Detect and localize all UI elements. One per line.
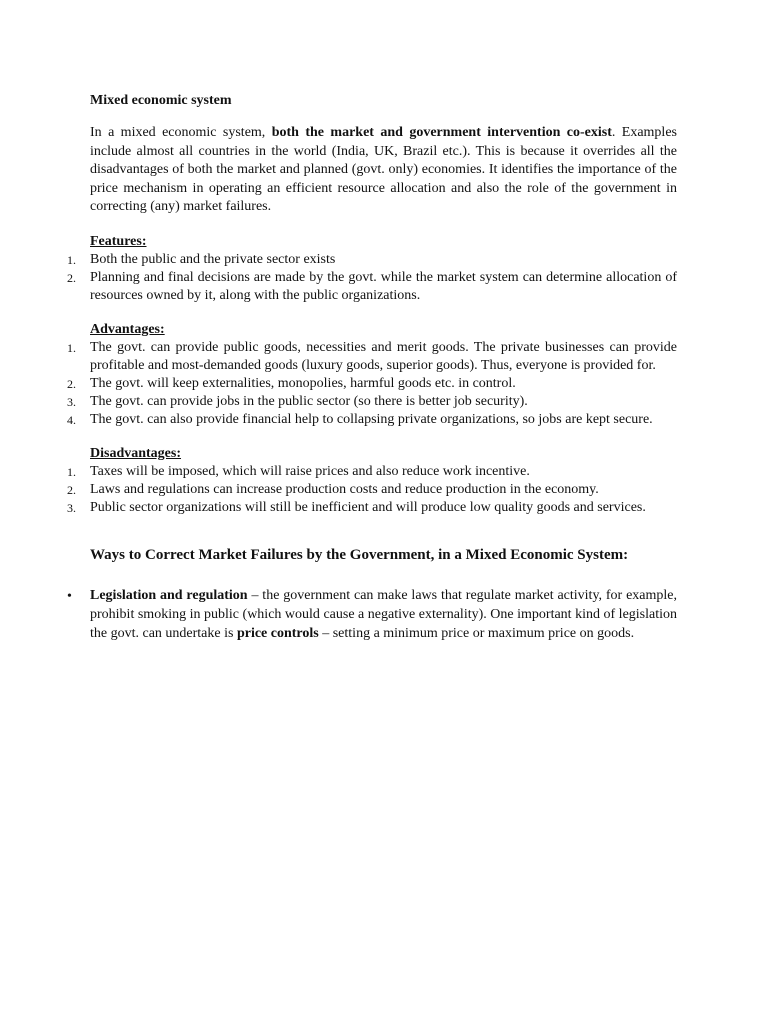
disadvantages-item [67,481,677,499]
disadvantages-item-number: 3. [67,500,76,515]
advantages-heading: Advantages: [90,321,165,337]
advantages-item-text: The govt. can also provide financial help to collapsing private organizations, so jobs are kept secure. [90,411,653,427]
bullet-icon: • [67,588,72,604]
ways-list [67,586,677,643]
advantages-item [67,339,677,375]
advantages-item [67,393,677,411]
advantages-item-number: 3. [67,394,76,409]
intro-bold-text: both the market and government intervention co-exist [271,125,612,140]
disadvantages-item-text: Laws and regulations can increase production costs and reduce production in the economy. [90,481,599,497]
advantages-item-number: 2. [67,376,76,391]
intro-text-end: . Examples include almost all countries in the world (India, UK, Brazil etc.). This is because it overrides all the disadvantages of both the market and planned (govt. only) economies. It identifies the importance of the price mechanism in operating an efficient resource allocation and also the role of the government in correcting (any) market failures. [90,125,677,214]
features-heading: Features: [90,233,147,249]
disadvantages-list [67,463,677,517]
features-item-number: 1. [67,252,76,267]
disadvantages-heading: Disadvantages: [90,445,182,461]
ways-heading: Ways to Correct Market Failures by the Government, in a Mixed Economic System: [90,546,629,563]
disadvantages-item-text: Taxes will be imposed, which will raise prices and also reduce work incentive. [90,463,530,479]
features-item [67,269,677,305]
features-item [67,251,677,269]
ways-item [67,586,677,643]
advantages-item [67,375,677,393]
disadvantages-item-number: 2. [67,482,76,497]
disadvantages-item [67,499,677,517]
disadvantages-item-text: Public sector organizations will still be inefficient and will produce low quality goods and services. [90,499,646,515]
intro-text-start: In a mixed economic system, [90,125,272,140]
document-content [67,92,677,643]
disadvantages-item-number: 1. [67,464,76,479]
advantages-item-number: 1. [67,340,76,355]
features-item-text: Planning and final decisions are made by the govt. while the market system can determine allocation of resources owned by it, along with the public organizations. [90,269,677,303]
ways-item-text-start: – the government can make laws that regulate market activity, for example, prohibit smoking in public (which would cause a negative externality). One important kind of legislation the govt. can undertake is [90,587,677,641]
ways-item-bold-term-2: price controls [236,625,319,641]
ways-item-bold-term: Legislation and regulation [90,587,248,603]
ways-item-text-end: – setting a minimum price or maximum price on goods. [318,625,635,641]
features-list [67,251,677,305]
advantages-list [67,339,677,429]
document-title: Mixed economic system [90,93,232,108]
advantages-item-text: The govt. will keep externalities, monopolies, harmful goods etc. in control. [90,375,516,391]
advantages-item-text: The govt. can provide public goods, necessities and merit goods. The private businesses can provide profitable and most-demanded goods (luxury goods, superior goods). Thus, everyone is provided for. [90,339,677,373]
advantages-item-number: 4. [67,412,76,427]
features-item-number: 2. [67,270,76,285]
intro-paragraph [90,124,677,217]
disadvantages-item [67,463,677,481]
features-item-text: Both the public and the private sector exists [90,251,336,267]
advantages-item-text: The govt. can provide jobs in the public sector (so there is better job security). [90,393,528,409]
advantages-item [67,411,677,429]
